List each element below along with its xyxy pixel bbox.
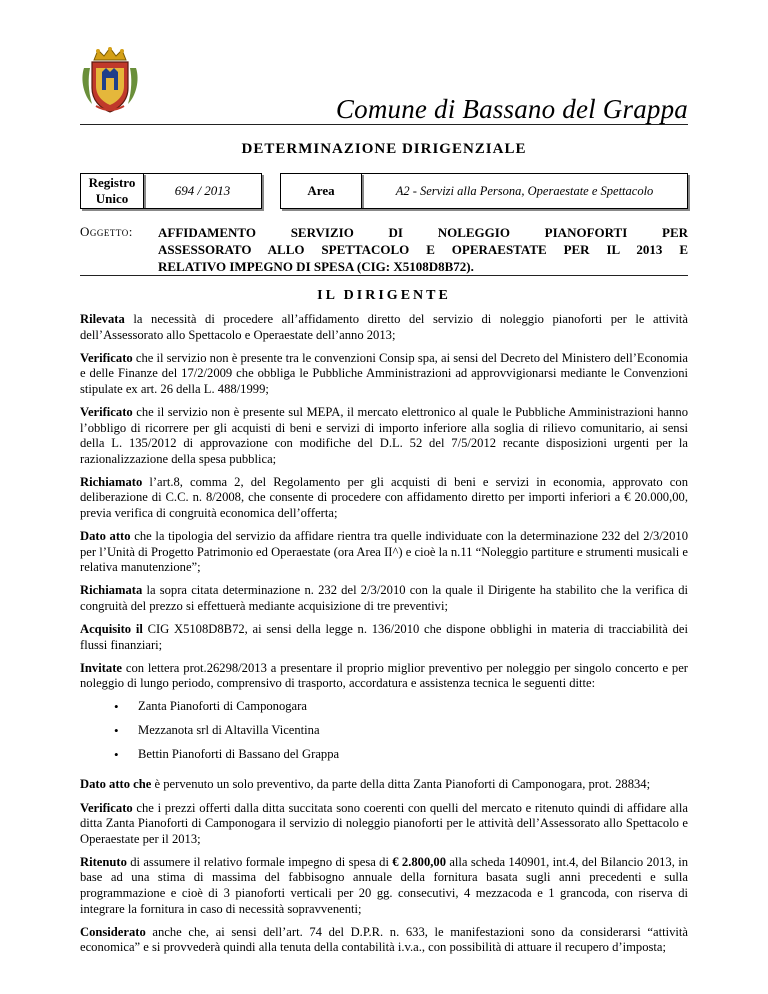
paragraph-lead: Rilevata [80,312,125,326]
paragraph [80,351,688,398]
paragraph [80,925,688,956]
paragraph-text: che la tipologia del servizio da affidare rientra tra quelle individuate con la determinazione 232 del 2/3/2010 per l’Unità di Progetto Patrimonio ed Operaestate (ora Area II^) e cioè la n.11 “Noleggio partiture e strumenti musicali e relativa manutenzione”; [80,529,688,575]
paragraph-lead: Acquisito il [80,622,143,637]
paragraph [80,475,688,522]
paragraph [80,855,688,917]
paragraph [80,661,688,692]
paragraph-text: l’art.8, comma 2, del Regolamento per gli acquisti di beni e servizi in economia, approvato con deliberazione di C.C. n. 8/2008, che consente di procedere con affidamento diretto per importi inferiori a € 20.000,00, previa verifica di congruità economica dell’offerta; [80,474,688,521]
paragraph-lead: Invitate [80,660,122,675]
paragraph-text: CIG X5108D8B72, ai sensi della legge n. 136/2010 che dispone obblighi in materia di tracciabilità dei flussi finanziari; [80,622,688,652]
paragraph [80,622,688,653]
oggetto-text [158,224,688,275]
registro-label [80,173,144,209]
paragraph-lead: Richiamato [80,474,143,489]
registro-value: 694 / 2013 [144,173,262,209]
paragraph-lead: Considerato [80,924,146,939]
paragraph-text: alla scheda 140901, int.4, del Bilancio 2013, in base ad una stima di massima del fabbisogno annuale della fornitura basata sugli anni precedenti e sulla programmazione e cioè di 3 pianoforti verticali per 20 gg. consecutivi, 4 mezzacoda e 1 grancoda, con riserva di integrare la fornitura in caso di necessità sopravvenenti; [80,854,688,916]
paragraph-lead: Verificato [80,350,133,365]
list-item: • Mezzanota srl di Altavilla Vicentina [80,723,688,747]
paragraph [80,801,688,848]
ditte-list [80,699,688,771]
comune-title: Comune di Bassano del Grappa [335,94,688,124]
header-divider [80,124,688,125]
coat-of-arms-icon [80,46,140,116]
paragraph-text: anche che, ai sensi dell’art. 74 del D.P.R. n. 633, le manifestazioni sono da considerarsi “attività economica” e si provvederà quindi alla tenuta della contabilità i.v.a., con possibilità di attuare il recupero d’imposta; [80,924,688,955]
area-label: Area [280,173,362,209]
registro-label-line1: Registro [88,175,136,190]
paragraph-text: la sopra citata determinazione n. 232 del 2/3/2010 con la quale il Dirigente ha stabilito che la verifica di congruità del prezzo si effettuerà mediante acquisizione di tre preventivi; [80,583,688,613]
paragraph-text: di assumere il relativo formale impegno di spesa di [126,854,393,869]
paragraph-text: è pervenuto un solo preventivo, da parte della ditta Zanta Pianoforti di Camponogara, prot. 28834; [151,777,651,792]
paragraph-lead: Dato atto che [80,777,152,792]
paragraph [80,777,688,793]
oggetto-line: RELATIVO IMPEGNO DI SPESA (CIG: X5108D8B72). [158,259,474,274]
document-type: DETERMINAZIONE DIRIGENZIALE [241,141,527,157]
paragraph-text: la necessità di procedere all’affidamento diretto del servizio di noleggio pianoforti per le attività dell’Assessorato allo Spettacolo e Operaestate dell’anno 2013; [80,312,688,342]
paragraph [80,583,688,614]
paragraph-lead: Ritenuto [80,854,127,869]
paragraph-lead: Verificato [80,404,133,419]
area-value: A2 - Servizi alla Persona, Operaestate e Spettacolo [362,173,688,209]
paragraph-text: che i prezzi offerti dalla ditta succitata sono coerenti con quelli del mercato e ritenuto quindi di affidare alla ditta Zanta Pianoforti di Camponogara il servizio di noleggio pianoforti per le attività dell’Assessorato allo Spettacolo e Operaestate per il 2013; [80,800,688,846]
paragraph-lead: Verificato [80,800,133,815]
registro-label-line2: Unico [95,191,129,206]
paragraph-lead: Dato atto [80,529,131,544]
section-heading: IL DIRIGENTE [317,288,451,303]
paragraph-text: che il servizio non è presente tra le convenzioni Consip spa, ai sensi del Decreto del Ministero dell’Economia e delle Finanze del 17/2/2009 che obbliga le Pubbliche Amministrazioni ad approvvigionarsi mediante le Convenzioni stipulate ex art. 26 della L. 488/1999; [80,350,688,396]
paragraph-text: che il servizio non è presente sul MEPA, il mercato elettronico al quale le Pubbliche Amministrazioni hanno l’obbligo di ricorrere per gli acquisti di beni e servizi di importo inferiore alla soglia di rilievo comunitario, ai sensi della L. 135/2012 di approvazione con modifiche del D.L. 52 del 7/5/2012 recante disposizioni urgenti per la razionalizzazione della spesa pubblica; [80,404,688,466]
amount: € 2.800,00 [392,854,446,869]
oggetto-line: ASSESSORATO ALLO SPETTACOLO E OPERAESTATE PER IL 2013 E [158,242,688,257]
paragraph [80,405,688,467]
paragraph-lead: Richiamata [80,583,143,598]
list-item: • Bettin Pianoforti di Bassano del Grappa [80,747,688,771]
letterhead [80,46,700,126]
oggetto-label: Oggetto: [80,224,133,239]
oggetto-divider [80,275,688,276]
paragraph [80,529,688,576]
paragraph [80,312,688,343]
list-item: • Zanta Pianoforti di Camponogara [80,699,688,723]
oggetto-line: AFFIDAMENTO SERVIZIO DI NOLEGGIO PIANOFORTI PER [158,225,688,240]
paragraph-text: con lettera prot.26298/2013 a presentare il proprio miglior preventivo per noleggio per singolo concerto e per noleggio di lungo periodo, comprensivo di trasporto, accordatura e assistenza tecnica le seguenti ditte: [80,660,688,691]
document-body [80,312,688,963]
